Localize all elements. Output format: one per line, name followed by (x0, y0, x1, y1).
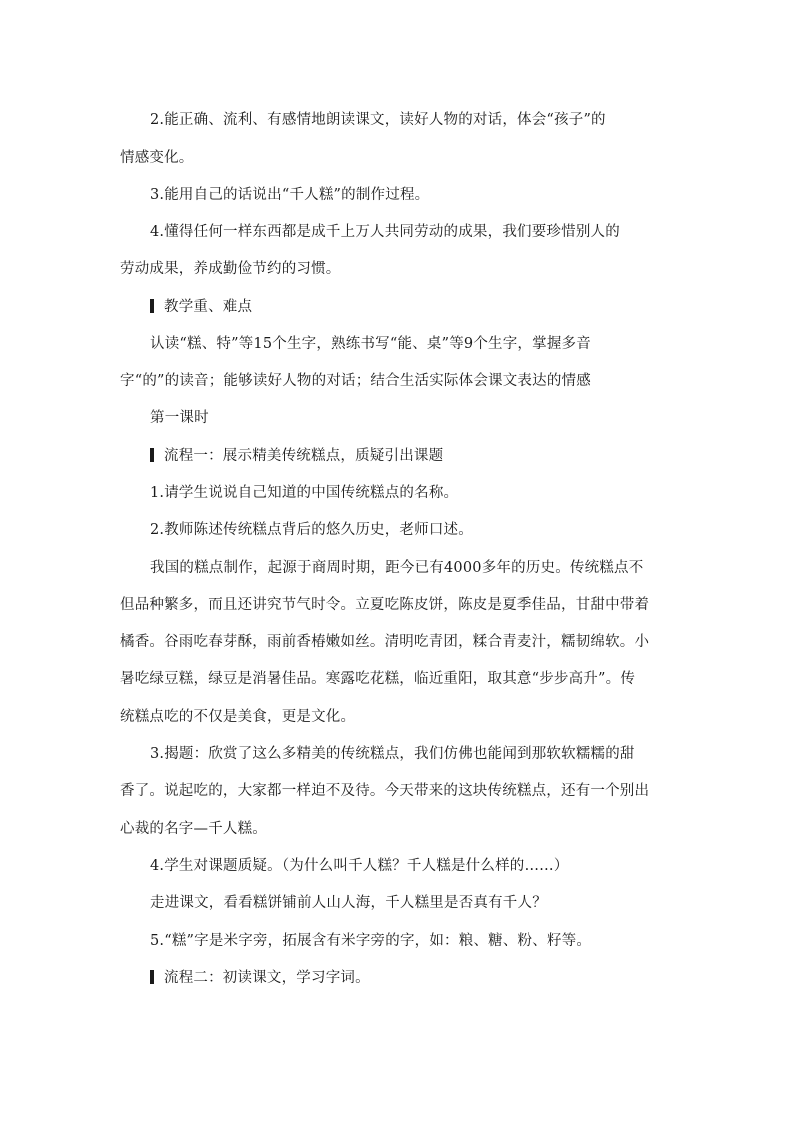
flow-1-step-5: 5.“糕”字是米字旁，拓展含有米字旁的字，如：粮、糖、粉、籽等。 (150, 933, 592, 949)
history-paragraph-line-2: 但品种繁多，而且还讲究节气时令。立夏吃陈皮饼，陈皮是夏季佳品，甘甜中带着 (120, 597, 650, 613)
flow-1-step-4-followup: 走进课文，看看糕饼铺前人山人海，千人糕里是否真有千人？ (150, 895, 547, 911)
heading-text: 流程二：初读课文，学习字词。 (164, 970, 370, 986)
heading-bar-icon (150, 448, 154, 462)
section-heading-key-points (150, 297, 710, 317)
heading-bar-icon (150, 970, 154, 984)
history-paragraph-line-1: 我国的糕点制作，起源于商周时期，距今已有4000多年的历史。传统糕点不 (150, 560, 644, 576)
objective-3: 3.能用自己的话说出“千人糕”的制作过程。 (150, 187, 430, 203)
objective-2-line-1: 2.能正确、流利、有感情地朗读课文，读好人物的对话，体会“孩子”的 (150, 112, 606, 128)
section-heading-flow-1 (150, 446, 710, 466)
flow-1-step-2: 2.教师陈述传统糕点背后的悠久历史，老师口述。 (150, 522, 473, 538)
flow-1-step-3-line-3: 心裁的名字—千人糕。 (120, 821, 267, 837)
heading-text: 流程一：展示精美传统糕点，质疑引出课题 (164, 448, 444, 464)
flow-1-step-4: 4.学生对课题质疑。（为什么叫千人糕？千人糕是什么样的……） (150, 858, 569, 874)
heading-bar-icon (150, 299, 154, 313)
objective-4-line-1: 4.懂得任何一样东西都是成千上万人共同劳动的成果，我们要珍惜别人的 (150, 224, 620, 240)
flow-1-step-3-line-2: 香了。说起吃的，大家都一样迫不及待。今天带来的这块传统糕点，还有一个别出 (120, 783, 650, 799)
heading-text: 教学重、难点 (164, 299, 253, 315)
objective-4-line-2: 劳动成果，养成勤俭节约的习惯。 (120, 261, 341, 277)
flow-1-step-1: 1.请学生说说自己知道的中国传统糕点的名称。 (150, 485, 459, 501)
history-paragraph-line-5: 统糕点吃的不仅是美食，更是文化。 (120, 709, 356, 725)
key-points-line-1: 认读“糕、特”等15个生字，熟练书写“能、桌”等9个生字，掌握多音 (150, 336, 591, 352)
lesson-title: 第一课时 (150, 410, 209, 426)
section-heading-flow-2 (150, 968, 710, 988)
history-paragraph-line-4: 暑吃绿豆糕，绿豆是消暑佳品。寒露吃花糕，临近重阳，取其意“步步高升”。传 (120, 671, 636, 687)
flow-1-step-3-line-1: 3.揭题：欣赏了这么多精美的传统糕点，我们仿佛也能闻到那软软糯糯的甜 (150, 746, 635, 762)
key-points-line-2: 字“的”的读音；能够读好人物的对话；结合生活实际体会课文表达的情感 (120, 373, 591, 389)
history-paragraph-line-3: 橘香。谷雨吃春芽酥，雨前香椿嫩如丝。清明吃青团，糅合青麦汁，糯韧绵软。小 (120, 634, 650, 650)
objective-2-line-2: 情感变化。 (120, 150, 194, 166)
